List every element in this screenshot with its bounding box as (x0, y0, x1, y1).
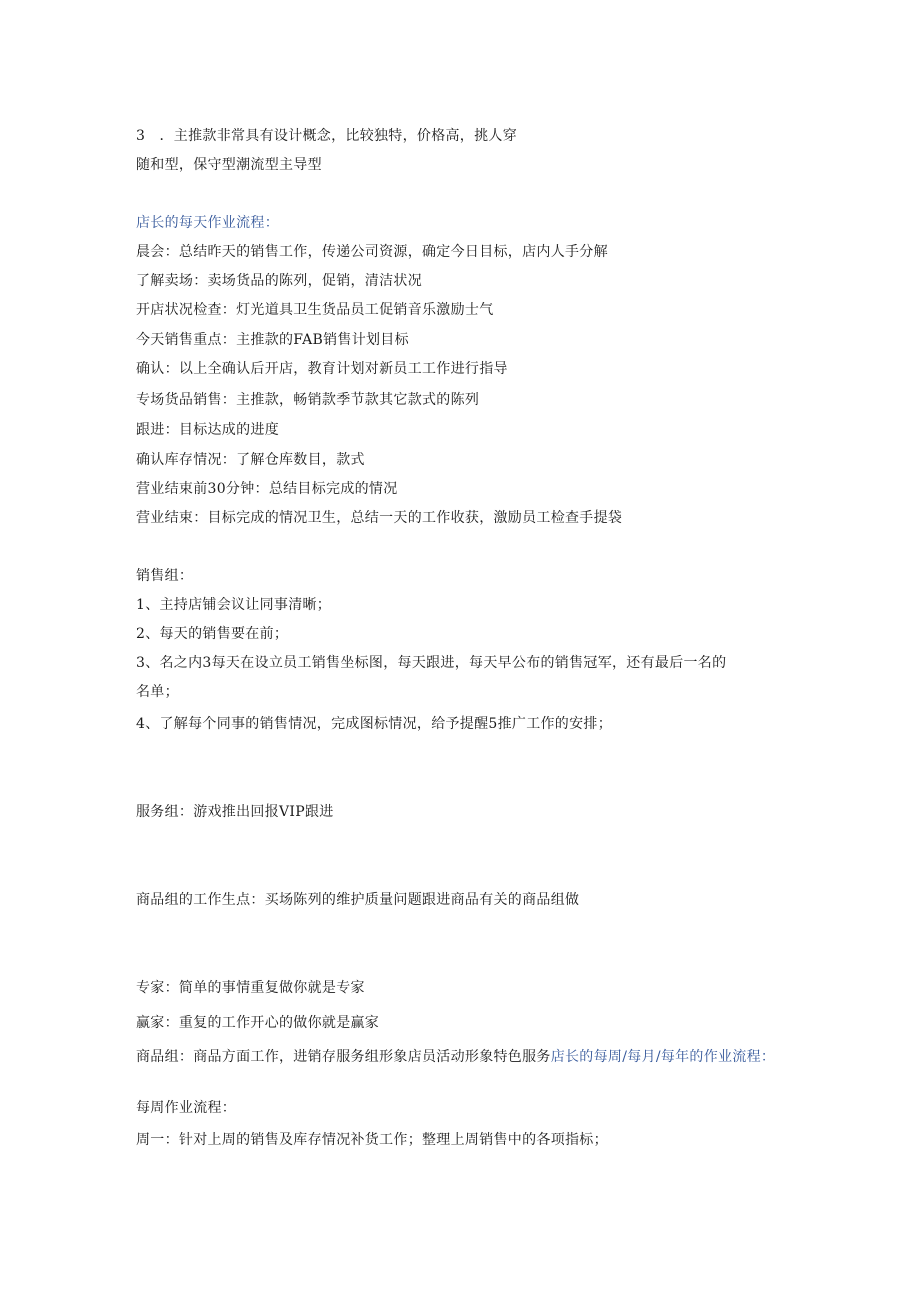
text-line: 随和型，保守型潮流型主导型 (136, 157, 322, 173)
list-item: 4、了解每个同事的销售情况，完成图标情况，给予提醒5推广工作的安排； (136, 716, 613, 732)
text-line: 专场货品销售：主推款，畅销款季节款其它款式的陈列 (136, 392, 480, 408)
text-line: 专家：简单的事情重复做你就是专家 (136, 980, 365, 996)
text-line: 跟进：目标达成的进度 (136, 422, 279, 438)
list-item-continuation: 名单； (136, 684, 179, 700)
text-line: 确认：以上全确认后开店，教育计划对新员工工作进行指导 (136, 361, 508, 377)
text-line: 营业结束：目标完成的情况卫生，总结一天的工作收获，激励员工检查手提袋 (136, 510, 623, 526)
text-line: 开店状况检查：灯光道具卫生货品员工促销音乐激励士气 (136, 302, 494, 318)
text-line: 赢家：重复的工作开心的做你就是赢家 (136, 1015, 380, 1031)
section-heading-weekly-flow: 每周作业流程： (136, 1100, 237, 1116)
text-line: 周一：针对上周的销售及库存情况补货工作；整理上周销售中的各项指标； (136, 1132, 608, 1148)
list-item: 2、每天的销售要在前； (136, 626, 289, 642)
list-item: 1、主持店铺会议让同事清晰； (136, 597, 332, 613)
section-heading-periodic-flow: 店长的每周/每月/每年的作业流程： (550, 1049, 776, 1065)
paragraph-part: 商品组：商品方面工作，进销存服务组形象店员活动形象特色服务 (136, 1049, 551, 1065)
text-line: 商品组的工作生点：买场陈列的维护质量问题跟进商品有关的商品组做 (136, 892, 580, 908)
text-line: 了解卖场：卖场货品的陈列，促销，清洁状况 (136, 273, 422, 289)
text-line: 晨会：总结昨天的销售工作，传递公司资源，确定今日目标，店内人手分解 (136, 244, 608, 260)
list-item: 3、名之内3每天在设立员工销售坐标图，每天跟进，每天早公布的销售冠军，还有最后一名的 (136, 655, 727, 671)
section-heading-daily-flow: 店长的每天作业流程： (136, 215, 279, 231)
text-line: 服务组：游戏推出回报VIP跟进 (136, 804, 334, 820)
text-line: 今天销售重点：主推款的FAB销售计划目标 (136, 332, 409, 348)
section-heading-sales-group: 销售组： (136, 568, 194, 584)
text-line: 营业结束前30分钟：总结目标完成的情况 (136, 481, 398, 497)
text-line: 3 ．主推款非常具有设计概念，比较独特，价格高，挑人穿 (136, 128, 518, 144)
mixed-text-paragraph (136, 1046, 786, 1068)
text-line: 确认库存情况：了解仓库数目，款式 (136, 452, 365, 468)
